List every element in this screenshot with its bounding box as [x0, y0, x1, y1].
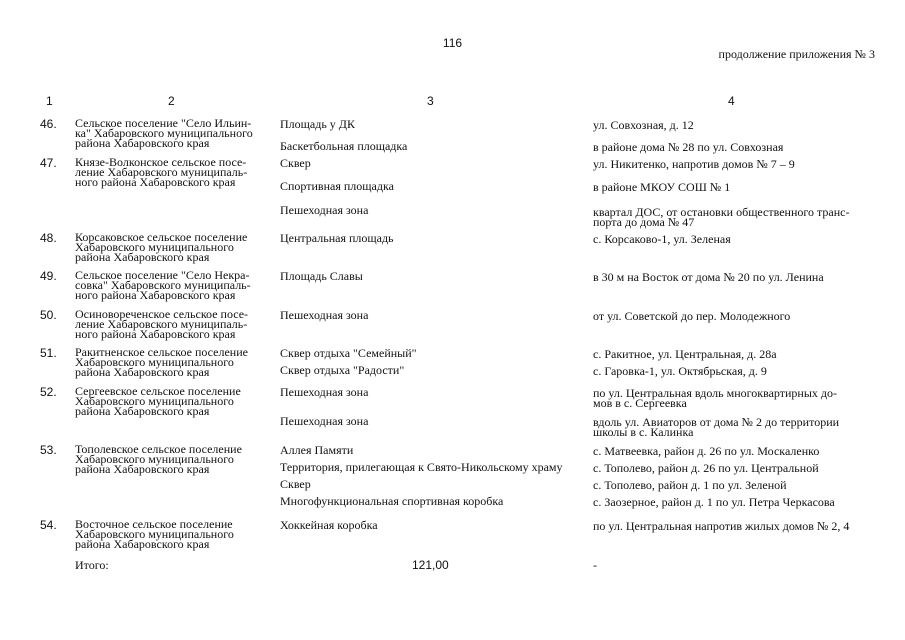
object-address: по ул. Центральная вдоль многоквартирных до- мов в с. Сергеевка	[593, 386, 838, 410]
column-header-3: 3	[427, 94, 434, 108]
object-name: Хоккейная коробка	[280, 518, 378, 532]
settlement-name: Корсаковское сельское поселение Хабаровского муниципального района Хабаровского края	[75, 230, 248, 264]
object-name: Сквер отдыха "Семейный"	[280, 346, 417, 360]
object-name: Аллея Памяти	[280, 443, 354, 457]
object-address: с. Тополево, район д. 26 по ул. Центральной	[593, 461, 819, 475]
row-number: 53.	[40, 443, 57, 457]
object-name: Баскетбольная площадка	[280, 139, 408, 153]
row-number: 54.	[40, 518, 57, 532]
row-number: 48.	[40, 231, 57, 245]
row-number: 46.	[40, 117, 57, 131]
object-name: Сквер отдыха "Радости"	[280, 363, 405, 377]
object-address: с. Матвеевка, район д. 26 по ул. Москаленко	[593, 444, 820, 458]
object-name: Сквер	[280, 156, 311, 170]
total-address: -	[593, 558, 597, 572]
page-number: 116	[442, 36, 463, 50]
object-name: Площадь Славы	[280, 269, 363, 283]
object-address: ул. Совхозная, д. 12	[593, 118, 694, 132]
object-name: Многофункциональная спортивная коробка	[280, 494, 504, 508]
row-number: 50.	[40, 308, 57, 322]
object-address: с. Тополево, район д. 1 по ул. Зеленой	[593, 478, 787, 492]
object-address: с. Корсаково-1, ул. Зеленая	[593, 232, 731, 246]
object-name: Пешеходная зона	[280, 308, 369, 322]
settlement-name: Осиновореченское сельское посе- ление Хабаровского муниципаль- ного района Хабаровского края	[75, 307, 249, 341]
object-name: Спортивная площадка	[280, 179, 394, 193]
object-name: Пешеходная зона	[280, 203, 369, 217]
object-name: Территория, прилегающая к Свято-Никольскому храму	[280, 460, 563, 474]
object-address: от ул. Советской до пер. Молодежного	[593, 309, 791, 323]
settlement-name: Сельское поселение "Село Ильин- ка" Хабаровского муниципального района Хабаровского края	[75, 116, 253, 150]
object-name: Пешеходная зона	[280, 385, 369, 399]
settlement-name: Сельское поселение "Село Некра- совка" Хабаровского муниципаль- ного района Хабаровского края	[75, 268, 251, 302]
object-address: с. Гаровка-1, ул. Октябрьская, д. 9	[593, 364, 767, 378]
settlement-name: Князе-Волконское сельское посе- ление Хабаровского муниципаль- ного района Хабаровского края	[75, 155, 248, 189]
row-number: 52.	[40, 385, 57, 399]
object-address: вдоль ул. Авиаторов от дома № 2 до территории школы в с. Калинка	[593, 415, 840, 439]
object-address: ул. Никитенко, напротив домов № 7 – 9	[593, 157, 795, 171]
settlement-name: Тополевское сельское поселение Хабаровского муниципального района Хабаровского края	[75, 442, 242, 476]
object-address: в 30 м на Восток от дома № 20 по ул. Ленина	[593, 270, 824, 284]
object-address: с. Заозерное, район д. 1 по ул. Петра Черкасова	[593, 495, 835, 509]
row-number: 51.	[40, 346, 57, 360]
object-address: квартал ДОС, от остановки общественного транс- порта до дома № 47	[593, 205, 850, 229]
object-name: Площадь у ДК	[280, 117, 355, 131]
row-number: 49.	[40, 269, 57, 283]
object-address: с. Ракитное, ул. Центральная, д. 28а	[593, 347, 777, 361]
row-number: 47.	[40, 156, 57, 170]
column-header-4: 4	[728, 94, 735, 108]
continuation-note: продолжение приложения № 3	[718, 47, 875, 61]
settlement-name: Сергеевское сельское поселение Хабаровского муниципального района Хабаровского края	[75, 384, 241, 418]
column-header-2: 2	[168, 94, 175, 108]
object-address: в районе дома № 28 по ул. Совхозная	[593, 140, 784, 154]
object-name: Пешеходная зона	[280, 414, 369, 428]
object-name: Сквер	[280, 477, 311, 491]
settlement-name: Ракитненское сельское поселение Хабаровского муниципального района Хабаровского края	[75, 345, 248, 379]
object-address: в районе МКОУ СОШ № 1	[593, 180, 731, 194]
total-value: 121,00	[412, 558, 449, 572]
object-address: по ул. Центральная напротив жилых домов № 2, 4	[593, 519, 850, 533]
total-label: Итого:	[75, 558, 109, 572]
column-header-1: 1	[46, 94, 53, 108]
object-name: Центральная площадь	[280, 231, 394, 245]
settlement-name: Восточное сельское поселение Хабаровского муниципального района Хабаровского края	[75, 517, 234, 551]
